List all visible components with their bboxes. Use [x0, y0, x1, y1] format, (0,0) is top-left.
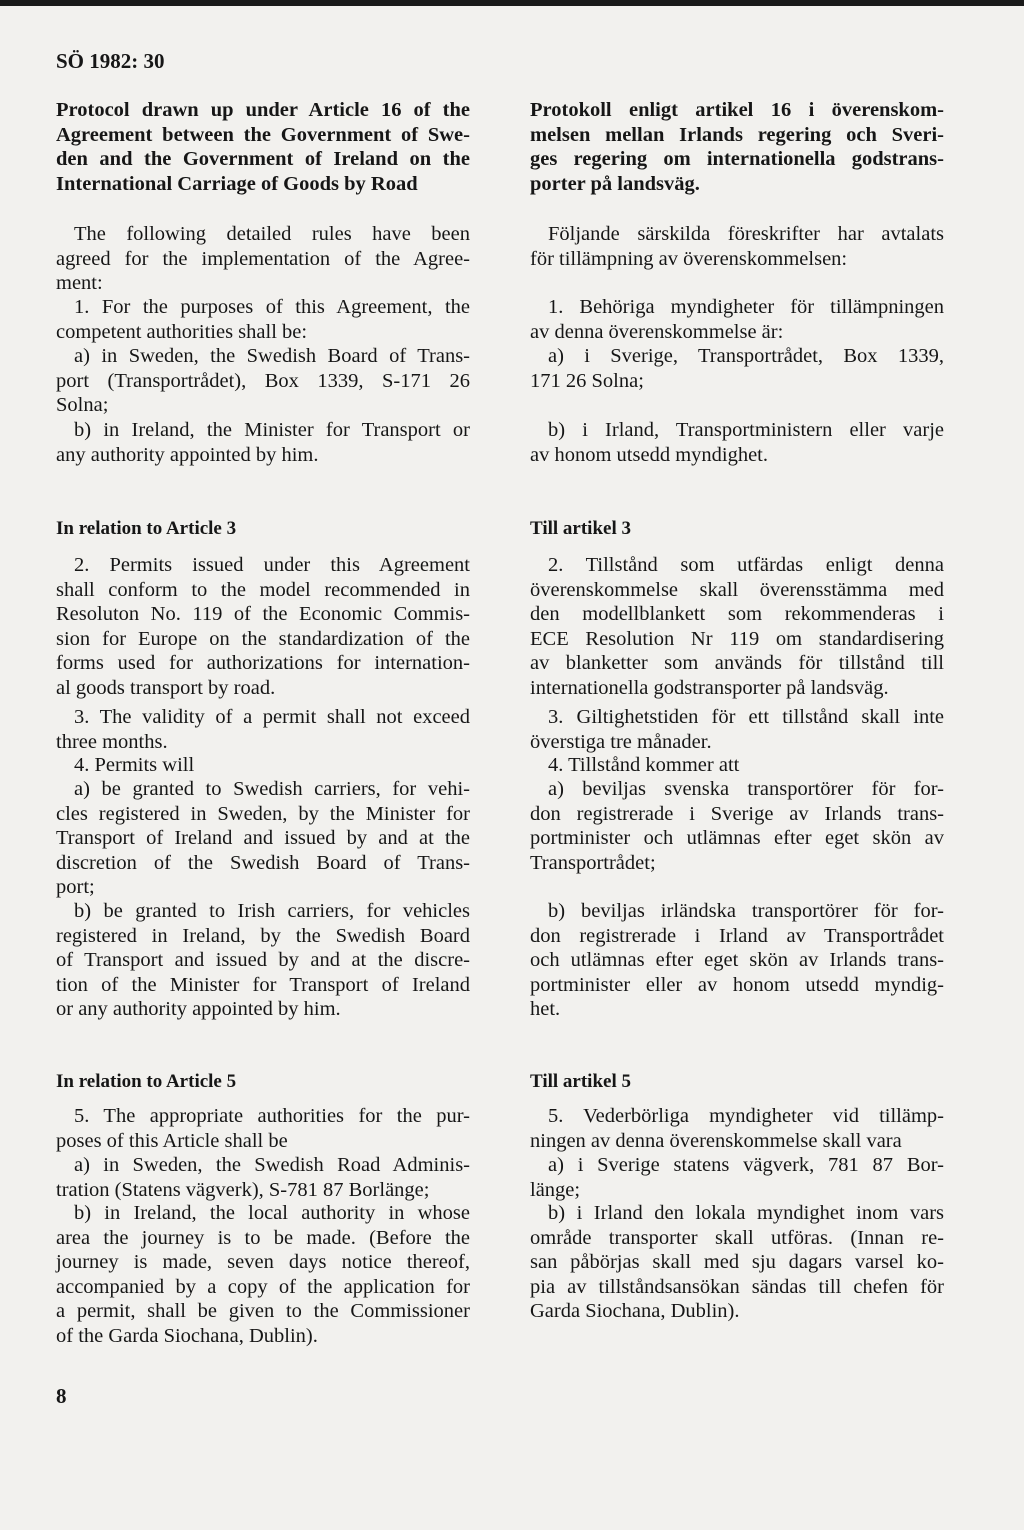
- english-para-1: [56, 295, 470, 344]
- english-para-1a: [56, 344, 470, 418]
- text-line: b) in Ireland, the local authority in whose: [74, 1202, 470, 1224]
- swedish-title: [530, 98, 944, 196]
- text-line: ment:: [56, 272, 103, 294]
- text-line: Transportrådet;: [530, 851, 656, 874]
- english-para-1b: [56, 418, 470, 467]
- swedish-para-5b: [530, 1201, 944, 1324]
- text-line: ningen av denna överenskommelse skall vara: [530, 1129, 902, 1152]
- text-line: tion of the Minister for Transport of Ireland: [56, 973, 470, 996]
- text-line: cles registered in Sweden, by the Minister for: [56, 802, 470, 825]
- swedish-para-1a: [530, 344, 944, 393]
- text-line: Solna;: [56, 394, 109, 416]
- english-heading-article-3: In relation to Article 3: [56, 518, 237, 539]
- text-line: 2. Tillstånd som utfärdas enligt denna: [548, 554, 944, 576]
- text-line: poses of this Article shall be: [56, 1129, 288, 1152]
- text-line: Transport of Ireland and issued by and at the: [56, 827, 470, 849]
- text-line: av blanketter som används för tillstånd till: [530, 652, 944, 674]
- top-rule: [0, 0, 1024, 6]
- text-line: internationella godstransporter på landsväg.: [530, 676, 889, 699]
- document-reference: SÖ 1982: 30: [56, 49, 165, 73]
- english-intro: [56, 222, 470, 296]
- swedish-para-4b: [530, 899, 944, 1022]
- text-line: a) i Sverige statens vägverk, 781 87 Bor-: [548, 1154, 944, 1176]
- text-line: journey is made, seven days notice thereof,: [56, 1251, 470, 1273]
- text-line: discretion of the Swedish Board of Trans-: [56, 851, 470, 874]
- swedish-para-5a: [530, 1153, 944, 1202]
- text-line: a) i Sverige, Transportrådet, Box 1339,: [548, 345, 944, 367]
- text-line: a) beviljas svenska transportörer för for-: [548, 778, 944, 800]
- text-line: don registrerade i Sverige av Irlands trans-: [530, 802, 944, 825]
- english-para-4b: [56, 899, 470, 1022]
- text-line: any authority appointed by him.: [56, 443, 319, 466]
- text-line: a) be granted to Swedish carriers, for vehi-: [74, 778, 470, 800]
- text-line: 4. Permits will: [74, 754, 195, 776]
- text-line: accompanied by a copy of the application for: [56, 1275, 470, 1298]
- text-line: al goods transport by road.: [56, 676, 276, 699]
- text-line: 2. Permits issued under this Agreement: [74, 554, 470, 576]
- text-line: Protokoll enligt artikel 16 i överenskom-: [530, 99, 944, 121]
- swedish-para-4: [530, 753, 944, 778]
- text-line: 3. The validity of a permit shall not exceed: [74, 706, 470, 728]
- text-line: 4. Tillstånd kommer att: [548, 754, 740, 776]
- text-line: shall conform to the model recommended in: [56, 578, 470, 601]
- swedish-heading-article-5: Till artikel 5: [530, 1071, 631, 1092]
- text-line: port;: [56, 876, 95, 898]
- text-line: ECE Resolution Nr 119 om standardisering: [530, 627, 944, 650]
- text-line: port (Transportrådet), Box 1339, S-171 26: [56, 369, 470, 392]
- swedish-heading-article-3: Till artikel 3: [530, 518, 631, 539]
- text-line: den and the Government of Ireland on the: [56, 148, 470, 170]
- text-line: pia av tillståndsansökan sändas till chefen för: [530, 1275, 944, 1298]
- text-line: och utlämnas efter eget skön av Irlands trans-: [530, 949, 944, 971]
- english-para-4: [56, 753, 470, 778]
- text-line: a permit, shall be given to the Commissioner: [56, 1300, 470, 1322]
- swedish-para-3: [530, 705, 944, 754]
- text-line: 171 26 Solna;: [530, 369, 644, 392]
- text-line: b) be granted to Irish carriers, for vehicles: [74, 900, 470, 922]
- text-line: forms used for authorizations for internation-: [56, 652, 470, 674]
- text-line: International Carriage of Goods by Road: [56, 172, 418, 195]
- english-para-2: [56, 553, 470, 700]
- text-line: för tillämpning av överenskommelsen:: [530, 247, 848, 270]
- text-line: or any authority appointed by him.: [56, 998, 341, 1020]
- english-para-5b: [56, 1201, 470, 1348]
- text-line: three months.: [56, 730, 168, 753]
- swedish-para-1: [530, 295, 944, 344]
- text-line: a) in Sweden, the Swedish Road Adminis-: [74, 1154, 470, 1176]
- text-line: av honom utsedd myndighet.: [530, 443, 769, 466]
- text-line: portminister och utlämnas efter eget skön av: [530, 827, 944, 849]
- text-line: länge;: [530, 1178, 581, 1201]
- text-line: b) i Irland, Transportministern eller varje: [548, 419, 944, 441]
- text-line: av denna överenskommelse är:: [530, 320, 784, 343]
- english-para-5: [56, 1104, 470, 1153]
- text-line: Garda Siochana, Dublin).: [530, 1300, 740, 1322]
- text-line: of the Garda Siochana, Dublin).: [56, 1324, 318, 1347]
- text-line: överstiga tre månader.: [530, 730, 712, 753]
- text-line: b) beviljas irländska transportörer för for-: [548, 900, 944, 922]
- swedish-para-5: [530, 1104, 944, 1153]
- text-line: agreed for the implementation of the Agree-: [56, 247, 470, 270]
- text-line: 5. Vederbörliga myndigheter vid tillämp-: [548, 1105, 944, 1127]
- english-heading-article-5: In relation to Article 5: [56, 1071, 237, 1092]
- text-line: överenskommelse skall överensstämma med: [530, 578, 944, 601]
- text-line: a) in Sweden, the Swedish Board of Trans-: [74, 345, 470, 367]
- text-line: 5. The appropriate authorities for the pur-: [74, 1105, 470, 1127]
- text-line: Följande särskilda föreskrifter har avtalats: [548, 223, 944, 245]
- text-line: den modellblankett som rekommenderas i: [530, 603, 944, 625]
- text-line: portminister eller av honom utsedd myndig-: [530, 973, 944, 996]
- text-line: 1. Behöriga myndigheter för tillämpningen: [548, 296, 944, 318]
- text-line: 3. Giltighetstiden för ett tillstånd skall inte: [548, 706, 944, 728]
- page-number: 8: [56, 1384, 67, 1408]
- english-para-3: [56, 705, 470, 754]
- swedish-intro: [530, 222, 944, 271]
- text-line: Agreement between the Government of Swe-: [56, 123, 470, 146]
- text-line: of Transport and issued by and at the discre-: [56, 949, 470, 971]
- text-line: område transporter skall utföras. (Innan re-: [530, 1226, 944, 1249]
- english-para-4a: [56, 777, 470, 900]
- swedish-para-4a: [530, 777, 944, 875]
- english-title: [56, 98, 470, 196]
- text-line: area the journey is to be made. (Before the: [56, 1226, 470, 1249]
- text-line: The following detailed rules have been: [74, 223, 470, 245]
- text-line: b) in Ireland, the Minister for Transport or: [74, 419, 470, 441]
- text-line: b) i Irland den lokala myndighet inom vars: [548, 1202, 944, 1224]
- text-line: Protocol drawn up under Article 16 of the: [56, 99, 470, 121]
- swedish-para-2: [530, 553, 944, 700]
- swedish-para-1b: [530, 418, 944, 467]
- text-line: competent authorities shall be:: [56, 320, 308, 343]
- text-line: melsen mellan Irlands regering och Sveri-: [530, 123, 944, 146]
- text-line: don registrerade i Irland av Transportrådet: [530, 924, 944, 947]
- text-line: Resoluton No. 119 of the Economic Commis-: [56, 603, 470, 625]
- text-line: tration (Statens vägverk), S-781 87 Borlänge;: [56, 1178, 430, 1201]
- text-line: porter på landsväg.: [530, 172, 700, 195]
- text-line: san påbörjas skall med sju dagars varsel ko-: [530, 1251, 944, 1273]
- text-line: 1. For the purposes of this Agreement, the: [74, 296, 470, 318]
- text-line: het.: [530, 998, 561, 1020]
- text-line: ges regering om internationella godstrans-: [530, 148, 944, 170]
- text-line: registered in Ireland, by the Swedish Board: [56, 924, 470, 947]
- text-line: sion for Europe on the standardization of the: [56, 627, 470, 650]
- english-para-5a: [56, 1153, 470, 1202]
